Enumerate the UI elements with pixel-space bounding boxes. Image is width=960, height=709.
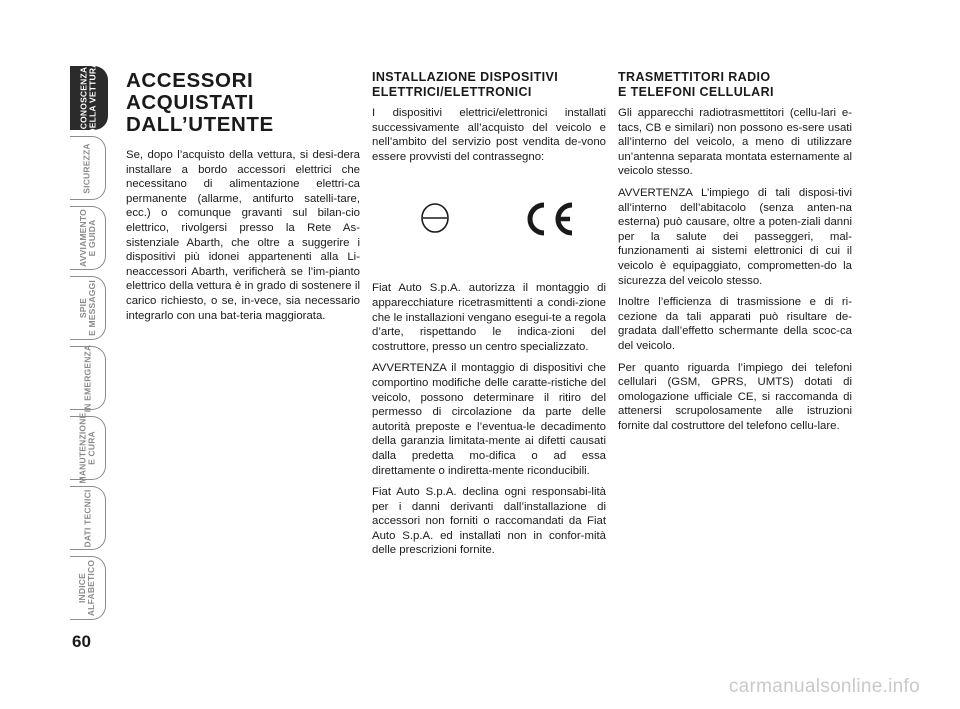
tab-label: IN EMERGENZA: [82, 344, 93, 412]
column-accessori: [126, 70, 360, 330]
ce-mark-label: CE: [520, 201, 522, 203]
tab-sicurezza[interactable]: [70, 136, 106, 200]
column-trasmettitori: [618, 70, 852, 440]
paragraph: Fiat Auto S.p.A. declina ogni responsabi-lità per i danni derivanti dall’installazione di accessori non forniti o raccomandati da Fiat Auto S.p.A. ed installati non in confor-mità delle prescrizioni fornite.: [372, 486, 606, 557]
tab-label: DATI TECNICI: [82, 489, 92, 547]
tab-indice-alfabetico[interactable]: [70, 556, 106, 620]
paragraph: Gli apparecchi radiotrasmettitori (cellu-lari e-tacs, CB e similari) non possono es-sere usati all’interno del veicolo, a meno di utilizzare un’antenna separata montata esternamente al veicolo stesso.: [618, 107, 852, 178]
paragraph: Per quanto riguarda l’impiego dei telefoni cellulari (GSM, GPRS, UMTS) dotati di omologazione ufficiale CE, si raccomanda di attenersi scrupolosamente alle istruzioni fornite dal costruttore del telefono cellu-lare.: [618, 361, 852, 432]
tab-label: SPIE E MESSAGGI: [77, 280, 97, 336]
tab-in-emergenza[interactable]: [70, 346, 106, 410]
column-installazione: [372, 70, 606, 565]
certification-marks: [372, 171, 606, 271]
tab-label: CONOSCENZA DELLA VETTURA: [78, 61, 98, 135]
tab-dati-tecnici[interactable]: [70, 486, 106, 550]
tab-conoscenza-della-vettura[interactable]: [70, 61, 108, 135]
tab-label: MANUTENZIONE E CURA: [77, 412, 97, 484]
tab-spie-e-messaggi[interactable]: [70, 276, 106, 340]
tab-manutenzione-e-cura[interactable]: [70, 412, 106, 484]
tab-label: INDICE ALFABETICO: [77, 559, 97, 617]
tab-label: AVVIAMENTO E GUIDA: [77, 209, 97, 267]
paragraph: Fiat Auto S.p.A. autorizza il montaggio di apparecchiature ricetrasmittenti a condi-zione che le installazioni vengano esegui-te a regola d’arte, rispettando le indica-zioni del costruttore, presso un centro specializzato.: [372, 282, 606, 353]
paragraph: AVVERTENZA il montaggio di dispositivi che comportino modifiche delle caratte-ristiche del veicolo, possono determinare il ritiro del permesso di circolazione da parte delle autorità preposte e l’eventua-le decadimento della garanzia limitata-mente ai difetti causati dalla predetta mo-difica o ad essa direttamente o indiretta-mente riconducibili.: [372, 362, 606, 477]
tab-avviamento-e-guida[interactable]: [70, 206, 106, 270]
watermark: carmanualsonline.info: [728, 676, 920, 697]
section-title: INSTALLAZIONE DISPOSITIVI ELETTRICI/ELETTRONICI: [372, 70, 559, 99]
section-title: ACCESSORI ACQUISTATI DALL’UTENTE: [126, 69, 274, 136]
paragraph: I dispositivi elettrici/elettronici installati successivamente all’acquisto del veicolo e nell’ambito del servizio post vendita de-vono essere provvisti del contrassegno:: [372, 107, 606, 163]
page-number: 60: [72, 632, 91, 651]
ce-mark-icon: [520, 201, 576, 237]
e-mark-icon: [418, 201, 452, 235]
paragraph: Inoltre l’efficienza di trasmissione e di ri-cezione da tali apparati può risultare de-gradata dall’effetto schermante della scoc-ca del veicolo.: [618, 296, 852, 352]
section-title: TRASMETTITORI RADIO E TELEFONI CELLULARI: [618, 70, 774, 99]
paragraph: AVVERTENZA L’impiego di tali disposi-tivi all’interno dell’abitacolo (senza anten-na esterna) può causare, oltre a poten-ziali danni per la salute dei passeggeri, mal-funzionamenti ai sistemi elettronici di cui il veicolo è equipaggiato, comprometten-do la sicurezza del veicolo stesso.: [618, 186, 852, 287]
tab-label: SICUREZZA: [82, 142, 93, 194]
paragraph: Se, dopo l’acquisto della vettura, si desi-dera installare a bordo accessori elettrici che necessitano di alimentazione elettri-ca permanente (allarme, antifurto satelli-tare, ecc.) o comunque gravanti sul bilan-cio elettrico, rivolgersi presso la Rete As-sistenziale Abarth, che oltre a suggerire i dispositivi più idonei appartenenti alla Li-neaccessori Abarth, verificherà se l’im-pianto elettrico della vettura è in grado di sostenere il carico richiesto, o se, in-vece, sia necessario integrarlo con una bat-teria maggiorata.: [126, 149, 360, 322]
